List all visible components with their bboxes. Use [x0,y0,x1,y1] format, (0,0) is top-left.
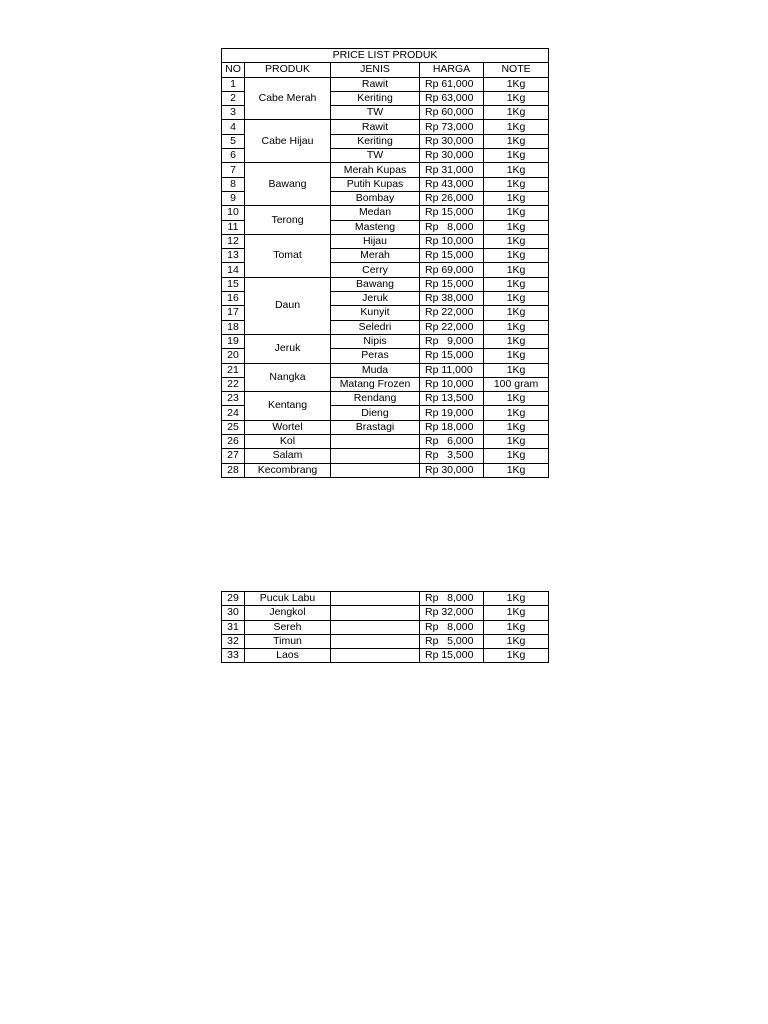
table-row [222,620,549,634]
cell-jenis: Muda [331,363,420,377]
cell-no: 28 [222,463,245,477]
cell-jenis: Kunyit [331,306,420,320]
cell-no: 10 [222,206,245,220]
cell-jenis: Keriting [331,91,420,105]
cell-note: 1Kg [484,620,549,634]
cell-jenis: Putih Kupas [331,177,420,191]
cell-harga: Rp 30,000 [420,463,484,477]
cell-note: 1Kg [484,292,549,306]
cell-produk: Jeruk [245,334,331,363]
cell-harga: Rp 11,000 [420,363,484,377]
cell-produk: Cabe Hijau [245,120,331,163]
cell-harga: Rp 73,000 [420,120,484,134]
cell-no: 13 [222,249,245,263]
table-row [222,463,549,477]
cell-harga: Rp 18,000 [420,420,484,434]
table-row [222,363,549,377]
cell-jenis: Seledri [331,320,420,334]
cell-no: 16 [222,292,245,306]
cell-harga: Rp 15,000 [420,277,484,291]
header-no: NO [222,63,245,77]
cell-note: 1Kg [484,163,549,177]
cell-produk: Daun [245,277,331,334]
cell-harga: Rp 69,000 [420,263,484,277]
cell-produk: Timun [245,634,331,648]
cell-note: 1Kg [484,420,549,434]
cell-harga: Rp 15,000 [420,349,484,363]
cell-jenis: TW [331,149,420,163]
cell-no: 21 [222,363,245,377]
cell-note: 1Kg [484,149,549,163]
cell-jenis: Rawit [331,120,420,134]
cell-no: 11 [222,220,245,234]
cell-jenis [331,463,420,477]
cell-produk: Laos [245,649,331,663]
cell-harga: Rp 19,000 [420,406,484,420]
cell-harga: Rp 10,000 [420,377,484,391]
cell-harga: Rp 61,000 [420,77,484,91]
cell-note: 1Kg [484,177,549,191]
cell-harga: Rp 8,000 [420,220,484,234]
cell-harga: Rp 22,000 [420,306,484,320]
table-row [222,592,549,606]
table-row [222,420,549,434]
cell-note: 1Kg [484,363,549,377]
table-row [222,606,549,620]
cell-jenis: Peras [331,349,420,363]
cell-produk: Nangka [245,363,331,392]
cell-note: 1Kg [484,606,549,620]
cell-note: 1Kg [484,306,549,320]
cell-note: 1Kg [484,463,549,477]
cell-harga: Rp 31,000 [420,163,484,177]
cell-produk: Bawang [245,163,331,206]
cell-note: 1Kg [484,277,549,291]
cell-produk: Terong [245,206,331,235]
header-note: NOTE [484,63,549,77]
cell-jenis: Merah Kupas [331,163,420,177]
cell-harga: Rp 32,000 [420,606,484,620]
cell-no: 17 [222,306,245,320]
cell-jenis [331,649,420,663]
price-list-body [222,77,549,477]
cell-jenis: Merah [331,249,420,263]
cell-note: 1Kg [484,406,549,420]
cell-no: 3 [222,106,245,120]
cell-harga: Rp 38,000 [420,292,484,306]
cell-jenis: Brastagi [331,420,420,434]
cell-harga: Rp 15,000 [420,249,484,263]
cell-harga: Rp 6,000 [420,435,484,449]
cell-harga: Rp 13,500 [420,392,484,406]
cell-jenis: Bombay [331,191,420,205]
cell-no: 27 [222,449,245,463]
cell-harga: Rp 43,000 [420,177,484,191]
cell-jenis: Nipis [331,334,420,348]
cell-note: 1Kg [484,449,549,463]
cell-no: 4 [222,120,245,134]
cell-note: 1Kg [484,220,549,234]
cell-note: 100 gram [484,377,549,391]
cell-jenis [331,634,420,648]
table-row [222,277,549,291]
cell-harga: Rp 5,000 [420,634,484,648]
cell-note: 1Kg [484,191,549,205]
cell-note: 1Kg [484,334,549,348]
cell-produk: Kecombrang [245,463,331,477]
cell-harga: Rp 60,000 [420,106,484,120]
cell-no: 5 [222,134,245,148]
price-list-table [221,48,549,478]
table-row [222,392,549,406]
cell-no: 32 [222,634,245,648]
cell-note: 1Kg [484,392,549,406]
cell-produk: Tomat [245,234,331,277]
cell-no: 14 [222,263,245,277]
cell-jenis: Medan [331,206,420,220]
cell-produk: Pucuk Labu [245,592,331,606]
cell-note: 1Kg [484,649,549,663]
table-row [222,649,549,663]
cell-note: 1Kg [484,234,549,248]
table-row [222,234,549,248]
cell-no: 29 [222,592,245,606]
header-jenis: JENIS [331,63,420,77]
cell-no: 1 [222,77,245,91]
cell-jenis: Masteng [331,220,420,234]
cell-no: 2 [222,91,245,105]
cell-jenis: Rawit [331,77,420,91]
cell-harga: Rp 15,000 [420,206,484,220]
cell-jenis: Keriting [331,134,420,148]
price-list-continuation-table [221,591,549,663]
cell-harga: Rp 9,000 [420,334,484,348]
header-harga: HARGA [420,63,484,77]
table-row [222,334,549,348]
cell-jenis [331,620,420,634]
cell-note: 1Kg [484,349,549,363]
cell-note: 1Kg [484,77,549,91]
cell-no: 15 [222,277,245,291]
cell-produk: Jengkol [245,606,331,620]
cell-harga: Rp 63,000 [420,91,484,105]
cell-harga: Rp 26,000 [420,191,484,205]
header-produk: PRODUK [245,63,331,77]
price-list-continuation-body [222,592,549,663]
title-row [222,49,549,63]
cell-no: 12 [222,234,245,248]
cell-note: 1Kg [484,634,549,648]
cell-produk: Salam [245,449,331,463]
cell-note: 1Kg [484,249,549,263]
cell-note: 1Kg [484,206,549,220]
cell-note: 1Kg [484,120,549,134]
cell-note: 1Kg [484,134,549,148]
cell-harga: Rp 8,000 [420,592,484,606]
cell-no: 7 [222,163,245,177]
cell-jenis: Cerry [331,263,420,277]
cell-jenis: Bawang [331,277,420,291]
cell-no: 26 [222,435,245,449]
table-row [222,163,549,177]
table-row [222,77,549,91]
cell-jenis [331,449,420,463]
cell-jenis: TW [331,106,420,120]
cell-note: 1Kg [484,592,549,606]
cell-note: 1Kg [484,91,549,105]
cell-note: 1Kg [484,263,549,277]
cell-produk: Wortel [245,420,331,434]
cell-no: 19 [222,334,245,348]
cell-produk: Sereh [245,620,331,634]
cell-note: 1Kg [484,435,549,449]
cell-note: 1Kg [484,106,549,120]
cell-harga: Rp 30,000 [420,134,484,148]
cell-no: 8 [222,177,245,191]
cell-jenis [331,606,420,620]
cell-jenis: Dieng [331,406,420,420]
cell-no: 31 [222,620,245,634]
cell-jenis: Hijau [331,234,420,248]
cell-harga: Rp 30,000 [420,149,484,163]
table-row [222,206,549,220]
cell-no: 23 [222,392,245,406]
table-row [222,449,549,463]
table-row [222,634,549,648]
cell-no: 30 [222,606,245,620]
cell-harga: Rp 15,000 [420,649,484,663]
cell-produk: Kol [245,435,331,449]
cell-produk: Kentang [245,392,331,421]
cell-jenis: Jeruk [331,292,420,306]
cell-harga: Rp 3,500 [420,449,484,463]
cell-note: 1Kg [484,320,549,334]
cell-harga: Rp 8,000 [420,620,484,634]
cell-jenis [331,435,420,449]
cell-no: 33 [222,649,245,663]
cell-harga: Rp 22,000 [420,320,484,334]
table-title: PRICE LIST PRODUK [222,49,549,63]
cell-harga: Rp 10,000 [420,234,484,248]
header-row [222,63,549,77]
cell-no: 20 [222,349,245,363]
cell-jenis: Rendang [331,392,420,406]
table-row [222,435,549,449]
cell-produk: Cabe Merah [245,77,331,120]
cell-no: 24 [222,406,245,420]
table-row [222,120,549,134]
cell-jenis: Matang Frozen [331,377,420,391]
cell-jenis [331,592,420,606]
cell-no: 6 [222,149,245,163]
cell-no: 9 [222,191,245,205]
cell-no: 22 [222,377,245,391]
cell-no: 25 [222,420,245,434]
cell-no: 18 [222,320,245,334]
